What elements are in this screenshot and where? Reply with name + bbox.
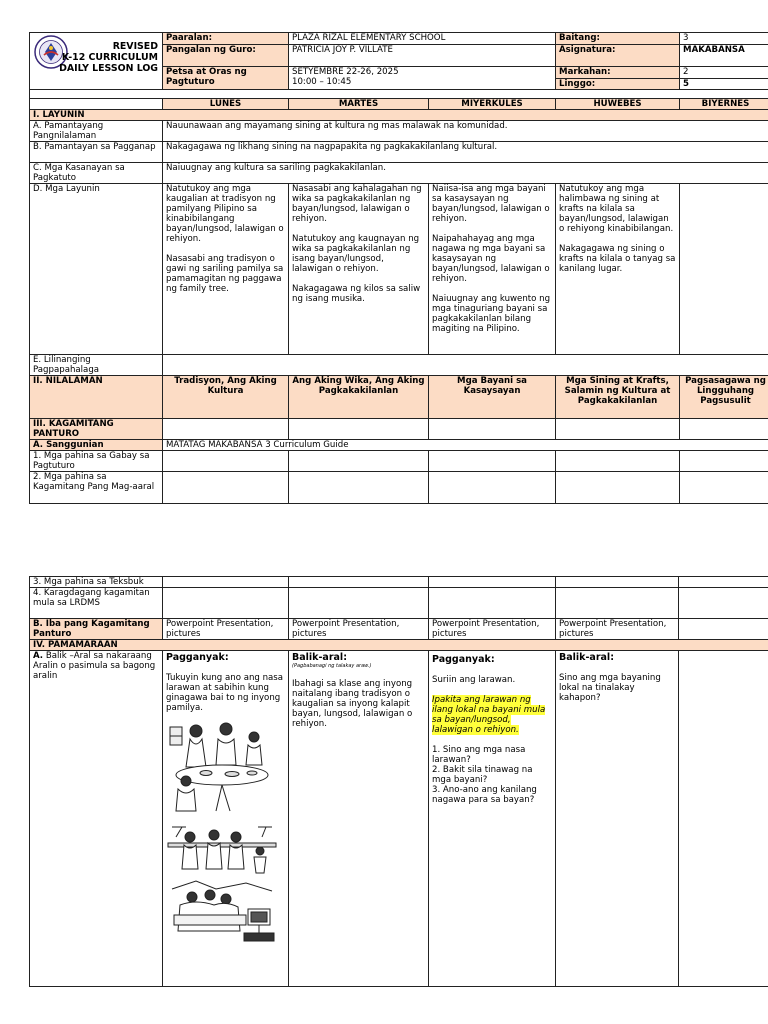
mga-layunin-label: D. Mga Layunin <box>30 184 163 355</box>
pamamaraan-miyerkules: Pagganyak: Suriin ang larawan. Ipakita ang larawan ng ilang lokal na bayani mula sa bayan/lungsod, lalawigan o rehiyon. 1. Sino ang mga nasa larawan? 2. Bakit sila tinawag na mga bayani? 3. Ano-ano ang kanilang nagawa para sa bayan? <box>429 651 556 987</box>
markahan-label: Markahan: <box>556 67 680 79</box>
nilalaman-miyerkules: Mga Bayani sa Kasaysayan <box>429 376 556 419</box>
day-header-huwebes: HUWEBES <box>556 99 680 110</box>
pamamaraan-huwebes: Balik-aral: Sino ang mga bayaning lokal na tinalakay kahapon? <box>556 651 679 987</box>
baitang-value: 3 <box>680 33 768 45</box>
kagamitan-martes: Powerpoint Presentation, pictures <box>289 619 429 640</box>
lesson-log-title: REVISED K-12 CURRICULUM DAILY LESSON LOG <box>59 41 158 74</box>
day-header-martes: MARTES <box>289 99 429 110</box>
section-nilalaman-title: II. NILALAMAN <box>30 376 163 419</box>
layunin-lunes: Natutukoy ang mga kaugalian at tradisyon ng pamilyang Pilipino sa kinabibilangang bayan/lungsod, lalawigan o rehiyon. Nasasabi ang tradisyon o gawi ng sariling pamilya sa pamamagitan ng paggawa ng family tree. <box>163 184 289 355</box>
asignatura-value: MAKABANSA <box>680 45 768 67</box>
guro-value: PATRICIA JOY P. VILLATE <box>289 45 556 67</box>
layunin-huwebes: Natutukoy ang mga halimbawa ng sining at krafts na kilala sa bayan/lungsod, lalawigan o rehiyong kinabibilangan. Nakagagawa ng sining o krafts na kilala o tanyag sa kanilang lugar. <box>556 184 680 355</box>
kagamitan-miyerkules: Powerpoint Presentation, pictures <box>429 619 556 640</box>
pamamaraan-lunes: Pagganyak: Tukuyin kung ano ang nasa larawan at sabihin kung ginagawa bai to ng inyong pamilya. <box>163 651 289 987</box>
guro-label: Pangalan ng Guro: <box>163 45 289 67</box>
kagamitan-huwebes: Powerpoint Presentation, pictures <box>556 619 679 640</box>
teksbuk-label: 3. Mga pahina sa Teksbuk <box>30 577 163 588</box>
lesson-log-table-bottom <box>29 576 768 987</box>
linggo-label: Linggo: <box>556 79 680 90</box>
nilalaman-huwebes: Mga Sining at Krafts, Salamin ng Kultura at Pagkakakilanlan <box>556 376 680 419</box>
pamantayang-pangnilalaman-label: A. Pamantayang Pangnilalaman <box>30 121 163 142</box>
family-activities-illustration <box>166 719 278 947</box>
paaralan-label: Paaralan: <box>163 33 289 45</box>
pamantayan-pagganap-value: Nakagagawa ng likhang sining na nagpapakita ng pagkakakilanlang kultural. <box>163 142 768 163</box>
day-header-lunes: LUNES <box>163 99 289 110</box>
baitang-label: Baitang: <box>556 33 680 45</box>
lilinanging-pagpapahalaga-label: E. Lilinanging Pagpapahalaga <box>30 355 163 376</box>
pamantayang-pangnilalaman-value: Nauunawaan ang mayamang sining at kultura ng mas malawak na komunidad. <box>163 121 768 142</box>
petsa-label: Petsa at Oras ng Pagtuturo <box>163 67 289 90</box>
kagamitan-lunes: Powerpoint Presentation, pictures <box>163 619 289 640</box>
linggo-value: 5 <box>680 79 768 90</box>
day-header-biyernes: BIYERNES <box>680 99 768 110</box>
kasanayan-value: Naiuugnay ang kultura sa sariling pagkakakilanlan. <box>163 163 768 184</box>
iba-pang-kagamitan-label: B. Iba pang Kagamitang Panturo <box>30 619 163 640</box>
lesson-log-table-top <box>29 32 768 504</box>
day-header-miyerkules: MIYERKULES <box>429 99 556 110</box>
paaralan-value: PLAZA RIZAL ELEMENTARY SCHOOL <box>289 33 556 45</box>
sanggunian-label: A. Sanggunian <box>30 440 163 451</box>
nilalaman-martes: Ang Aking Wika, Ang Aking Pagkakakilanlan <box>289 376 429 419</box>
kagamitang-mag-aaral-label: 2. Mga pahina sa Kagamitang Pang Mag-aaral <box>30 472 163 504</box>
petsa-value: SETYEMBRE 22-26, 2025 10:00 – 10:45 <box>289 67 556 90</box>
lrdms-label: 4. Karagdagang kagamitan mula sa LRDMS <box>30 588 163 619</box>
pamamaraan-martes: Balik-aral: (Pagbabanagi ng talakay araw.) Ibahagi sa klase ang inyong naitalang ibang tradisyon o kaugalian sa inyong kalapit bayan, lungsod, lalawigan o rehiyon. <box>289 651 429 987</box>
highlighted-instruction: Ipakita ang larawan ng ilang lokal na bayani mula sa bayan/lungsod, lalawigan o rehiyon. <box>432 695 546 735</box>
kasanayan-label: C. Mga Kasanayan sa Pagkatuto <box>30 163 163 184</box>
section-pamamaraan-title: IV. PAMAMARAAN <box>30 640 768 651</box>
gabay-pagtuturo-label: 1. Mga pahina sa Gabay sa Pagtuturo <box>30 451 163 472</box>
asignatura-label: Asignatura: <box>556 45 680 67</box>
pamantayan-pagganap-label: B. Pamantayan sa Pagganap <box>30 142 163 163</box>
section-kagamitang-panturo-title: III. KAGAMITANG PANTURO <box>30 419 163 440</box>
balik-aral-label: A. Balik –Aral sa nakaraang Aralin o pasimula sa bagong aralin <box>30 651 163 987</box>
layunin-martes: Nasasabi ang kahalagahan ng wika sa pagkakakilanlan ng bayan/lungsod, lalawigan o rehiyon. Natutukoy ang kaugnayan ng wika sa pagkakakilanlan ng isang bayan/lungsod, lalawigan o rehiyon. Nakagagawa ng kilos sa saliw ng isang musika. <box>289 184 429 355</box>
nilalaman-biyernes: Pagsasagawa ng Lingguhang Pagsusulit <box>680 376 768 419</box>
markahan-value: 2 <box>680 67 768 79</box>
layunin-miyerkules: Naiisa-isa ang mga bayani sa kasaysayan ng bayan/lungsod, lalawigan o rehiyon. Naipahahayag ang mga nagawa ng mga bayani sa kasaysayan ng bayan/lungsod, lalawigan o rehiyon. Naiuugnay ang kuwento ng mga tinaguriang bayani sa pagkakakilanlan bilang magiting na Pilipino. <box>429 184 556 355</box>
nilalaman-lunes: Tradisyon, Ang Aking Kultura <box>163 376 289 419</box>
section-layunin-title: I. LAYUNIN <box>30 110 768 121</box>
header-logo-cell <box>30 33 163 90</box>
sanggunian-value: MATATAG MAKABANSA 3 Curriculum Guide <box>163 440 768 451</box>
